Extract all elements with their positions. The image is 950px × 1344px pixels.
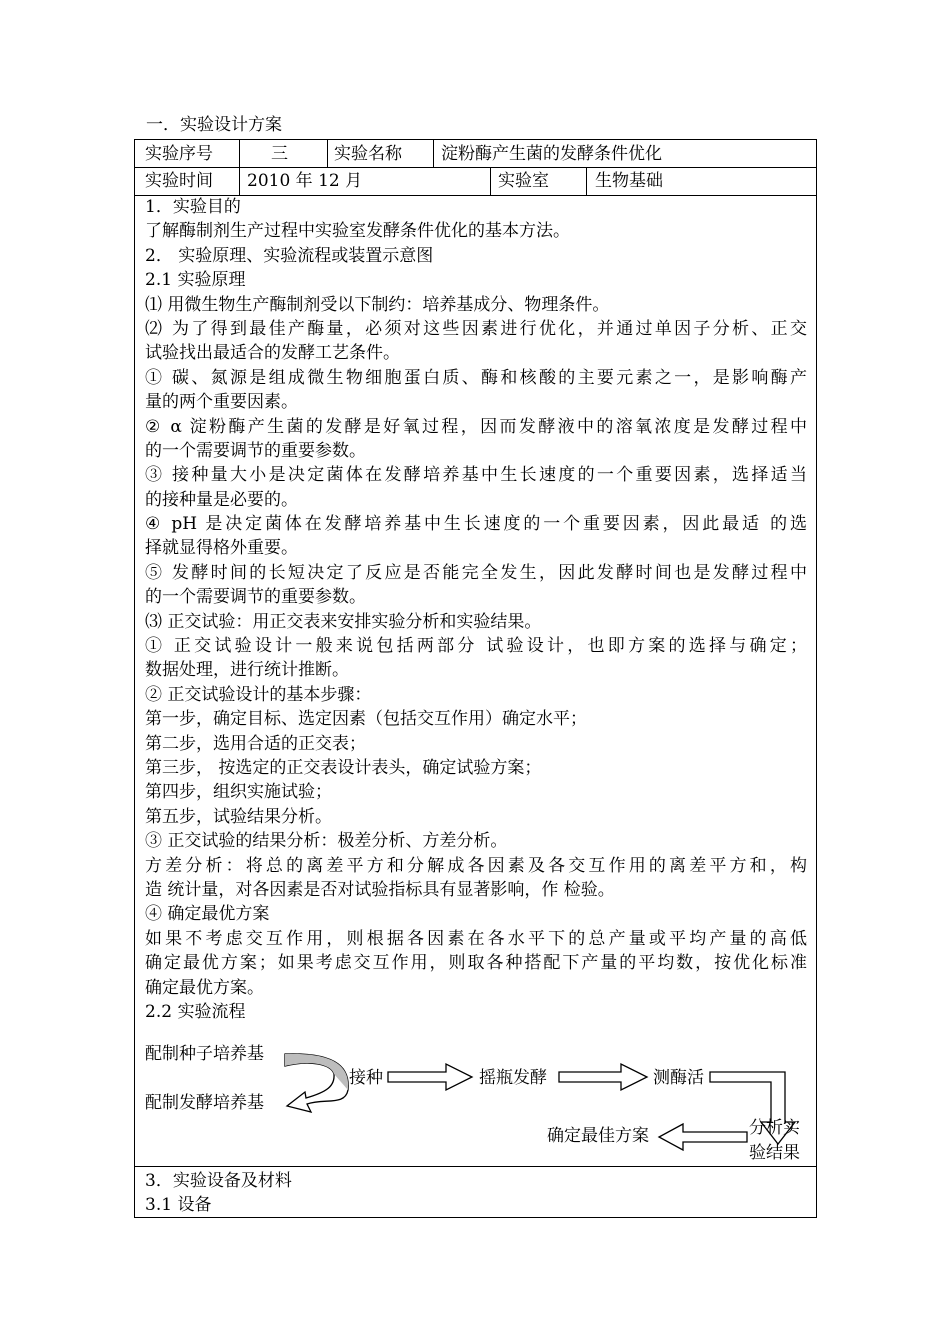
principle-line: 第四步，组织实施试验； bbox=[145, 782, 332, 803]
arrow-to-shake bbox=[388, 1064, 472, 1090]
flow-measure: 测酶活 bbox=[653, 1068, 704, 1088]
flow-seed-medium: 配制种子培养基 bbox=[145, 1044, 264, 1064]
arrow-to-measure bbox=[559, 1064, 647, 1090]
principle-line: ⑤ 发酵时间的长短决定了反应是否能完全发生，因此发酵时间也是发酵过程中 bbox=[145, 562, 807, 583]
flow-ferm-medium: 配制发酵培养基 bbox=[145, 1093, 264, 1113]
main-content bbox=[145, 195, 807, 1024]
flow-analyze-2: 验结果 bbox=[749, 1143, 800, 1163]
section-title: 一．实验设计方案 bbox=[146, 115, 282, 135]
flow-optimal: 确定最佳方案 bbox=[547, 1126, 649, 1146]
label-experiment-name: 实验名称 bbox=[334, 144, 402, 164]
principle-line: 方差分析：将总的离差平方和分解成各因素及各交互作用的离差平方和，构 bbox=[145, 855, 807, 876]
col-divider bbox=[239, 167, 240, 195]
col-divider bbox=[433, 140, 434, 167]
principle-line: 试验找出最适合的发酵工艺条件。 bbox=[145, 343, 400, 364]
principle-line: 数据处理，进行统计推断。 bbox=[145, 660, 349, 681]
principle-line: ⑵ 为了得到最佳产酶量，必须对这些因素进行优化，并通过单因子分析、正交 bbox=[145, 318, 807, 339]
principle-line: 第二步，选用合适的正交表； bbox=[145, 733, 366, 754]
col-divider bbox=[490, 167, 491, 195]
principle-line: ① 正交试验设计一般来说包括两部分 试验设计，也即方案的选择与确定； bbox=[145, 636, 807, 657]
principle-line: 2.1 实验原理 bbox=[145, 270, 246, 291]
principle-line: ⑶ 正交试验：用正交表来安排实验分析和实验结果。 bbox=[145, 611, 542, 632]
principle-line: 第三步， 按选定的正交表设计表头，确定试验方案； bbox=[145, 757, 542, 778]
principle-section bbox=[145, 244, 807, 1025]
principle-line: ① 碳、氮源是组成微生物细胞蛋白质、酶和核酸的主要元素之一，是影响酶产 bbox=[145, 367, 807, 388]
flow-chart bbox=[135, 1040, 816, 1170]
principle-line: 的一个需要调节的重要参数。 bbox=[145, 587, 366, 608]
principle-line: 确定最优方案。 bbox=[145, 977, 264, 998]
purpose-text: 了解酶制剂生产过程中实验室发酵条件优化的基本方法。 bbox=[145, 221, 570, 242]
col-divider bbox=[239, 140, 240, 167]
principle-line: 造 统计量，对各因素是否对试验指标具有显著影响，作 检验。 bbox=[145, 879, 615, 900]
principle-line: 的一个需要调节的重要参数。 bbox=[145, 440, 366, 461]
flow-inoculate: 接种 bbox=[349, 1068, 383, 1088]
col-divider bbox=[586, 167, 587, 195]
principle-line: 第一步，确定目标、选定因素（包括交互作用）确定水平； bbox=[145, 709, 587, 730]
value-experiment-name: 淀粉酶产生菌的发酵条件优化 bbox=[441, 144, 662, 164]
principle-line: 择就显得格外重要。 bbox=[145, 538, 298, 559]
principle-line: 确定最优方案；如果考虑交互作用，则取各种搭配下产量的平均数，按优化标准 bbox=[145, 953, 807, 974]
label-lab-room: 实验室 bbox=[498, 171, 549, 191]
principle-line: ③ 正交试验的结果分析：极差分析、方差分析。 bbox=[145, 831, 508, 852]
principle-line: 量的两个重要因素。 bbox=[145, 392, 298, 413]
principle-line: ⑴ 用微生物生产酶制剂受以下制约：培养基成分、物理条件。 bbox=[145, 294, 610, 315]
principle-line: 2.2 实验流程 bbox=[145, 1001, 246, 1022]
principle-line: ② α 淀粉酶产生菌的发酵是好氧过程，因而发酵液中的溶氧浓度是发酵过程中 bbox=[145, 416, 807, 437]
col-divider bbox=[327, 140, 328, 167]
principle-line: ④ pH 是决定菌体在发酵培养基中生长速度的一个重要因素，因此最适 的选 bbox=[145, 514, 807, 535]
principle-line: ④ 确定最优方案 bbox=[145, 904, 270, 925]
label-experiment-no: 实验序号 bbox=[145, 144, 213, 164]
purpose-heading: 1．实验目的 bbox=[145, 197, 241, 217]
flow-shake: 摇瓶发酵 bbox=[479, 1068, 547, 1088]
equipment-sub: 3.1 设备 bbox=[145, 1195, 212, 1215]
label-experiment-time: 实验时间 bbox=[145, 171, 213, 191]
equipment-heading: 3．实验设备及材料 bbox=[145, 1171, 292, 1191]
flow-analyze-1: 分析实 bbox=[749, 1118, 800, 1138]
principle-line: ② 正交试验设计的基本步骤： bbox=[145, 684, 372, 705]
principle-line: 如果不考虑交互作用，则根据各因素在各水平下的总产量或平均产量的高低 bbox=[145, 928, 807, 949]
principle-line: 第五步，试验结果分析。 bbox=[145, 806, 332, 827]
value-lab-room: 生物基础 bbox=[595, 171, 663, 191]
principle-line: 的接种量是必要的。 bbox=[145, 489, 298, 510]
experiment-table bbox=[134, 139, 817, 1218]
principle-line: 2． 实验原理、实验流程或装置示意图 bbox=[145, 245, 434, 266]
row-divider bbox=[135, 167, 816, 168]
arrow-to-optimal bbox=[659, 1124, 747, 1150]
value-experiment-no: 三 bbox=[271, 144, 288, 164]
principle-line: ③ 接种量大小是决定菌体在发酵培养基中生长速度的一个重要因素，选择适当 bbox=[145, 465, 807, 486]
value-experiment-time: 2010 年 12 月 bbox=[247, 171, 363, 191]
